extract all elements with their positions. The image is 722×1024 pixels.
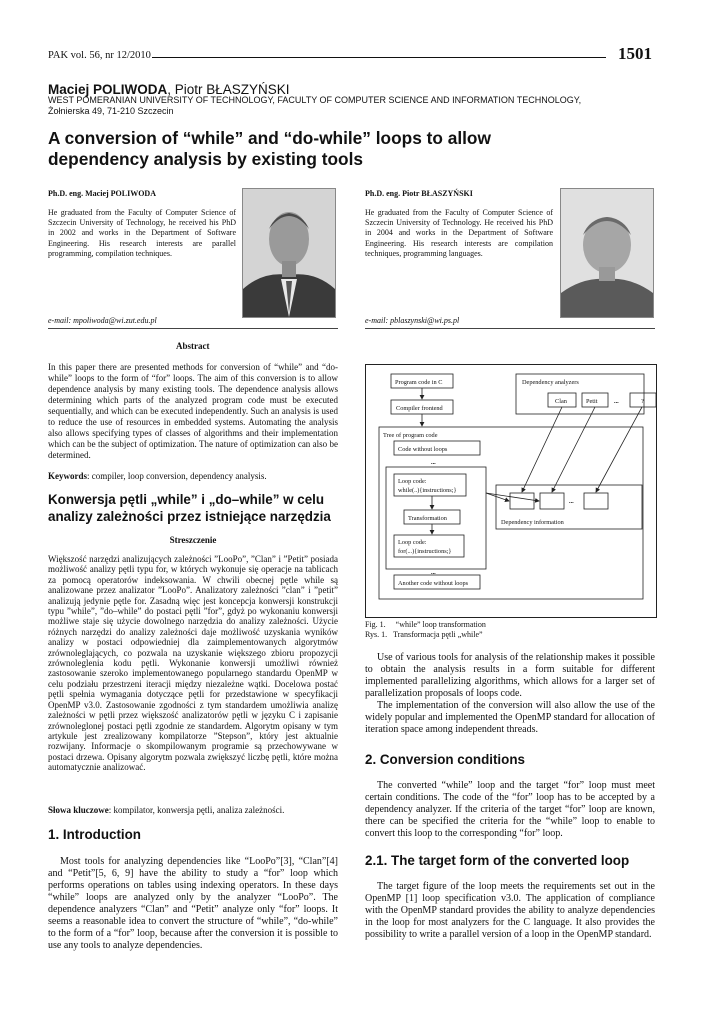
bio1-text: He graduated from the Faculty of Computer Science of Szczecin University of Technology, he received his PhD in 2002 and works in the Department of Software Engineering. His research interests are parallel programming, compilation techniques. xyxy=(48,208,236,258)
caption2-label: Rys. 1. xyxy=(365,630,388,639)
author1-photo xyxy=(242,188,336,318)
label-transformation: Transformation xyxy=(408,515,447,522)
caption1-text: “while” loop transformation xyxy=(395,620,486,629)
bio2-text: He graduated from the Faculty of Computer Science of Szczecin University of Technology. He received his PhD in 2004 and works in the Department of Software Engineering. His research interests are compilation techniques, programming languages. xyxy=(365,208,553,258)
section21-text: The target figure of the loop meets the requirements set out in the OpenMP [1] loop specification v3.0. The application of compliance with the OpenMP standard provides the ability to analyze dependencies in the loop for most analyzers for the C language. It also provides the possibility to write a parallel version of a loop in the OpenMP standard. xyxy=(365,881,655,940)
arrow-question-to-dep3 xyxy=(596,407,642,492)
label-loop-code-while-2: while(..){instructions;} xyxy=(398,487,457,494)
figure-caption-en xyxy=(365,620,486,629)
author2-portrait xyxy=(561,189,653,317)
box-dep-info-1 xyxy=(510,493,534,509)
paper-title: A conversion of “while” and “do-while” loops to allow dependency analysis by existing tools xyxy=(48,128,491,169)
polish-keywords-label: Słowa kluczowe xyxy=(48,805,109,815)
intro-heading: 1. Introduction xyxy=(48,827,141,842)
arrow-loop-to-dep2 xyxy=(486,493,539,501)
bio2-rule xyxy=(365,328,655,329)
other-authors: , Piotr BŁASZYŃSKI xyxy=(167,82,290,97)
journal-header: PAK vol. 56, nr 12/2010 xyxy=(48,50,151,61)
figure-caption-pl xyxy=(365,630,483,639)
header-rule xyxy=(152,57,606,58)
author2-photo xyxy=(560,188,654,318)
polish-keywords-text: : kompilator, konwersja pętli, analiza zależności. xyxy=(108,805,285,815)
bio1-rule xyxy=(48,328,338,329)
label-loop-code-while-1: Loop code: xyxy=(398,478,427,485)
label-ellipsis-tree2: ... xyxy=(431,569,436,576)
label-program-code: Program code in C xyxy=(395,379,443,386)
box-dep-info-2 xyxy=(540,493,564,509)
label-code-without-loops: Code without loops xyxy=(398,446,448,453)
keywords xyxy=(48,471,338,481)
polish-keywords xyxy=(48,805,338,815)
page-number: 1501 xyxy=(618,44,652,63)
label-dependency-analyzers: Dependency analyzers xyxy=(522,379,579,386)
figure-diagram xyxy=(366,365,656,617)
label-another-code: Another code without loops xyxy=(398,580,469,587)
polish-abstract-text: Większość narzędzi analizujących zależności ”LooPo”, ”Clan” i ”Petit” posiada możliwość analizy pętli typu for, w których wykonuje się operacje na tablicach za pomocą operatorów indeksowania. W chwili obecnej pętle while są analizowane przez analizator ”LooPo”. Analizatory zależności ”clan” i ”petit” analizują jedynie pętle for. Zasadną więc jest koncepcja konwersji konstrukcji typu ”while”, ”do–while” do postaci pętli ”for”, gdyż po wykonaniu konwersji możliwe staje się użycie dowolnego narzędzia do analizy zależności. Użycie różnych narzędzi do analizy zależności daje możliwość uzyskania wyników analizy w postaci odpowiedniej dla zaimplementowanych algorytmów zrównoleglających, co pozwala na uzyskanie większego zbioru propozycji zrównoleglenia kodu pętli. Wykonanie konwersji umożliwi również zastosowanie szeroko implementowanego popularnego standardu OpenMP w celu podziału przestrzeni iteracji między niezależne wątki. Docelowa postać pętli spełnia wymagania dotyczące pętli for przedstawione w specyfikacji OpenMP v3.0. Zastosowanie zgodności z tym standardem umożliwia analizę zależności w pętli przez większość analizatorów pętli w języku C i zapisanie zrównoleglonej postaci pętli zgodnie ze standardem. Algorytm opisany w tym artykule jest zrealizowany kompilatorze ”Stepson”, który jest aktualnie rozwijany. Informacje o skompilowanym programie są przechowywane w postaci drzewa. Opisany algorytm pozwala zwiększyć liczbę pętli, które można automatycznie analizować. xyxy=(48,554,338,773)
figure-frame xyxy=(365,364,657,618)
affiliation-line2: Żołnierska 49, 71-210 Szczecin xyxy=(48,106,174,116)
label-ellipsis-analyzers: ... xyxy=(614,398,619,405)
label-tree: Tree of program code xyxy=(383,432,438,439)
bio2-name: Ph.D. eng. Piotr BŁASZYŃSKI xyxy=(365,189,473,198)
polish-title: Konwersja pętli „while” i „do–while” w celu analizy zależności przez istniejące narzędzia xyxy=(48,492,331,524)
author1-portrait xyxy=(243,189,335,317)
arrow-loop-to-dep1 xyxy=(486,493,509,501)
polish-abstract-heading: Streszczenie xyxy=(169,535,217,545)
label-ellipsis-tree1: ... xyxy=(431,459,436,466)
keywords-text: : compiler, loop conversion, dependency analysis. xyxy=(87,471,267,481)
right-para2: The implementation of the conversion will also allow the use of the widely popular and implemented the OpenMP standard for allocation of iteration space among independent threads. xyxy=(365,700,655,735)
caption2-text: Transformacja pętli „while” xyxy=(393,630,483,639)
right-para1: Use of various tools for analysis of the relationship makes it possible to obtain the analysis results in a form suitable for different implemented parallelizing algorithms, which allows for a larger set of parallelization proposals of loops code. xyxy=(365,652,655,699)
arrow-clan-to-dep1 xyxy=(522,407,562,492)
abstract-text: In this paper there are presented methods for conversion of “while” and “do-while” loops to the form of “for” loops. The aim of this conversion is to allow dependence analysis by many existing tools. The dependence analysis allows determining which parts of the analyzed program code must be executed sequentially, and which can be executed independently. Such an analysis is used to reduce the use of resources in embedded systems. Automating the analysis also allows specifying types of classes of algorithms and their implementation which can be the subject of optimization. The nature of optimization can also be determined. xyxy=(48,362,338,460)
keywords-label: Keywords xyxy=(48,471,87,481)
section2-heading: 2. Conversion conditions xyxy=(365,752,525,767)
first-author: Maciej POLIWODA xyxy=(48,82,168,97)
box-dep-info-3 xyxy=(584,493,608,509)
label-loop-code-for-1: Loop code: xyxy=(398,539,427,546)
affiliation xyxy=(48,95,608,117)
section2-text: The converted “while” loop and the target “for” loop must meet certain conditions. The code of the “for” loop has to be accepted by a dependency analyzer. If the criteria of the target “for” loop are known, there can be specified the criteria for the “while” loop to enable to convert this loop to the corresponding “for” loop. xyxy=(365,780,655,839)
caption1-label: Fig. 1. xyxy=(365,620,386,629)
bio1-email: e-mail: mpoliwoda@wi.zut.edu.pl xyxy=(48,316,157,325)
label-dependency-information: Dependency information xyxy=(501,519,564,526)
label-clan: Clan xyxy=(555,398,567,405)
label-petit: Petit xyxy=(586,398,598,405)
bio1-name: Ph.D. eng. Maciej POLIWODA xyxy=(48,189,156,198)
label-loop-code-for-2: for(...){instructions;} xyxy=(398,548,452,555)
abstract-heading: Abstract xyxy=(176,341,210,351)
bio2-email: e-mail: pblaszynski@wi.ps.pl xyxy=(365,316,460,325)
label-ellipsis-dep: ... xyxy=(569,498,574,505)
section21-heading: 2.1. The target form of the converted loop xyxy=(365,853,630,868)
label-compiler-frontend: Compiler frontend xyxy=(396,405,443,412)
arrow-petit-to-dep2 xyxy=(552,407,595,492)
affiliation-line1: WEST POMERANIAN UNIVERSITY OF TECHNOLOGY, FACULTY OF COMPUTER SCIENCE AND INFORMATION TECHNOLOGY, xyxy=(48,95,582,105)
label-question: ? xyxy=(641,398,644,405)
intro-text: Most tools for analyzing dependencies like “LooPo”[3], “Clan”[4] and “Petit”[5, 6, 9] have the ability to study a “for” loop which performs operations on tables using indexing operators. In these days “while” loops are analyzed only by the analyzer “LooPo”. The dependence analyzers “Clan” and “Petit” analyze only “for” loops. It seems a reasonable idea to convert the structure of “while”, “do-while” to the form of a “for” loop, because after the conversion it is possible to use any tools to analyze dependencies. xyxy=(48,856,338,951)
